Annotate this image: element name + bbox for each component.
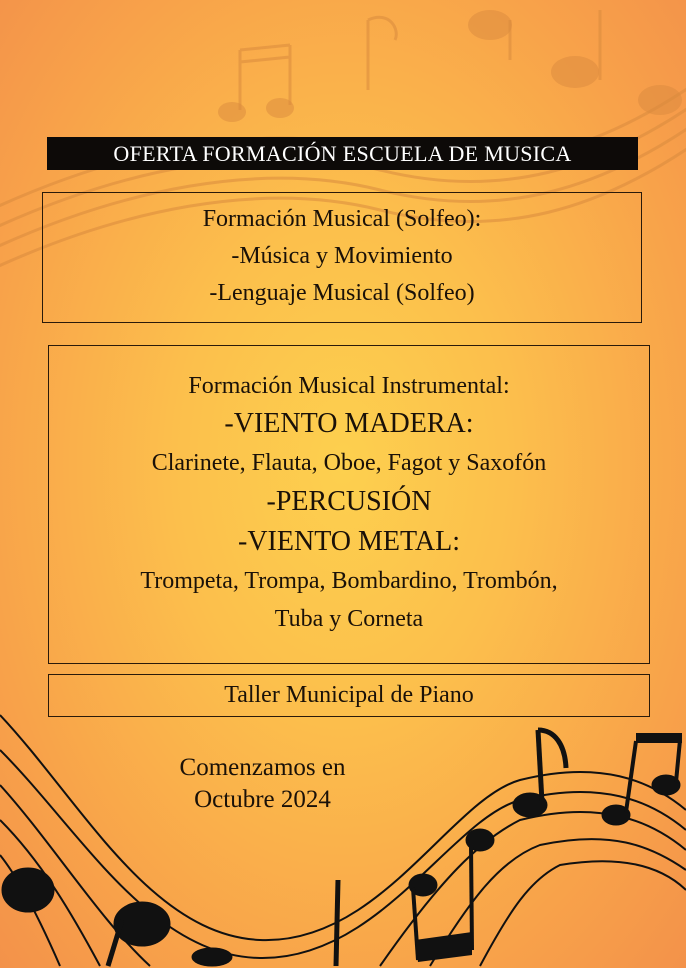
piano-title: Taller Municipal de Piano [224, 682, 474, 708]
start-line-1: Comenzamos en [179, 754, 346, 781]
viento-metal-heading: -VIENTO METAL: [238, 526, 460, 557]
start-line-2: Octubre 2024 [194, 786, 331, 813]
note-head [2, 868, 54, 912]
poster-title-banner: OFERTA FORMACIÓN ESCUELA DE MUSICA [47, 137, 638, 170]
solfeo-title: Formación Musical (Solfeo): [202, 206, 482, 232]
start-date-text [140, 752, 385, 816]
solfeo-item: -Lenguaje Musical (Solfeo) [209, 280, 475, 306]
solfeo-box [42, 192, 642, 323]
viento-madera-heading: -VIENTO MADERA: [224, 408, 474, 439]
note-head [192, 948, 232, 966]
viento-madera-list: Clarinete, Flauta, Oboe, Fagot y Saxofón [151, 450, 547, 476]
percusion-heading: -PERCUSIÓN [266, 486, 432, 517]
instrumental-box [48, 345, 650, 664]
viento-metal-list: Trompeta, Trompa, Bombardino, Trombón, [140, 568, 558, 594]
instrumental-title: Formación Musical Instrumental: [188, 373, 510, 399]
viento-metal-list: Tuba y Corneta [274, 606, 424, 632]
piano-box [48, 674, 650, 717]
solfeo-item: -Música y Movimiento [231, 243, 453, 269]
